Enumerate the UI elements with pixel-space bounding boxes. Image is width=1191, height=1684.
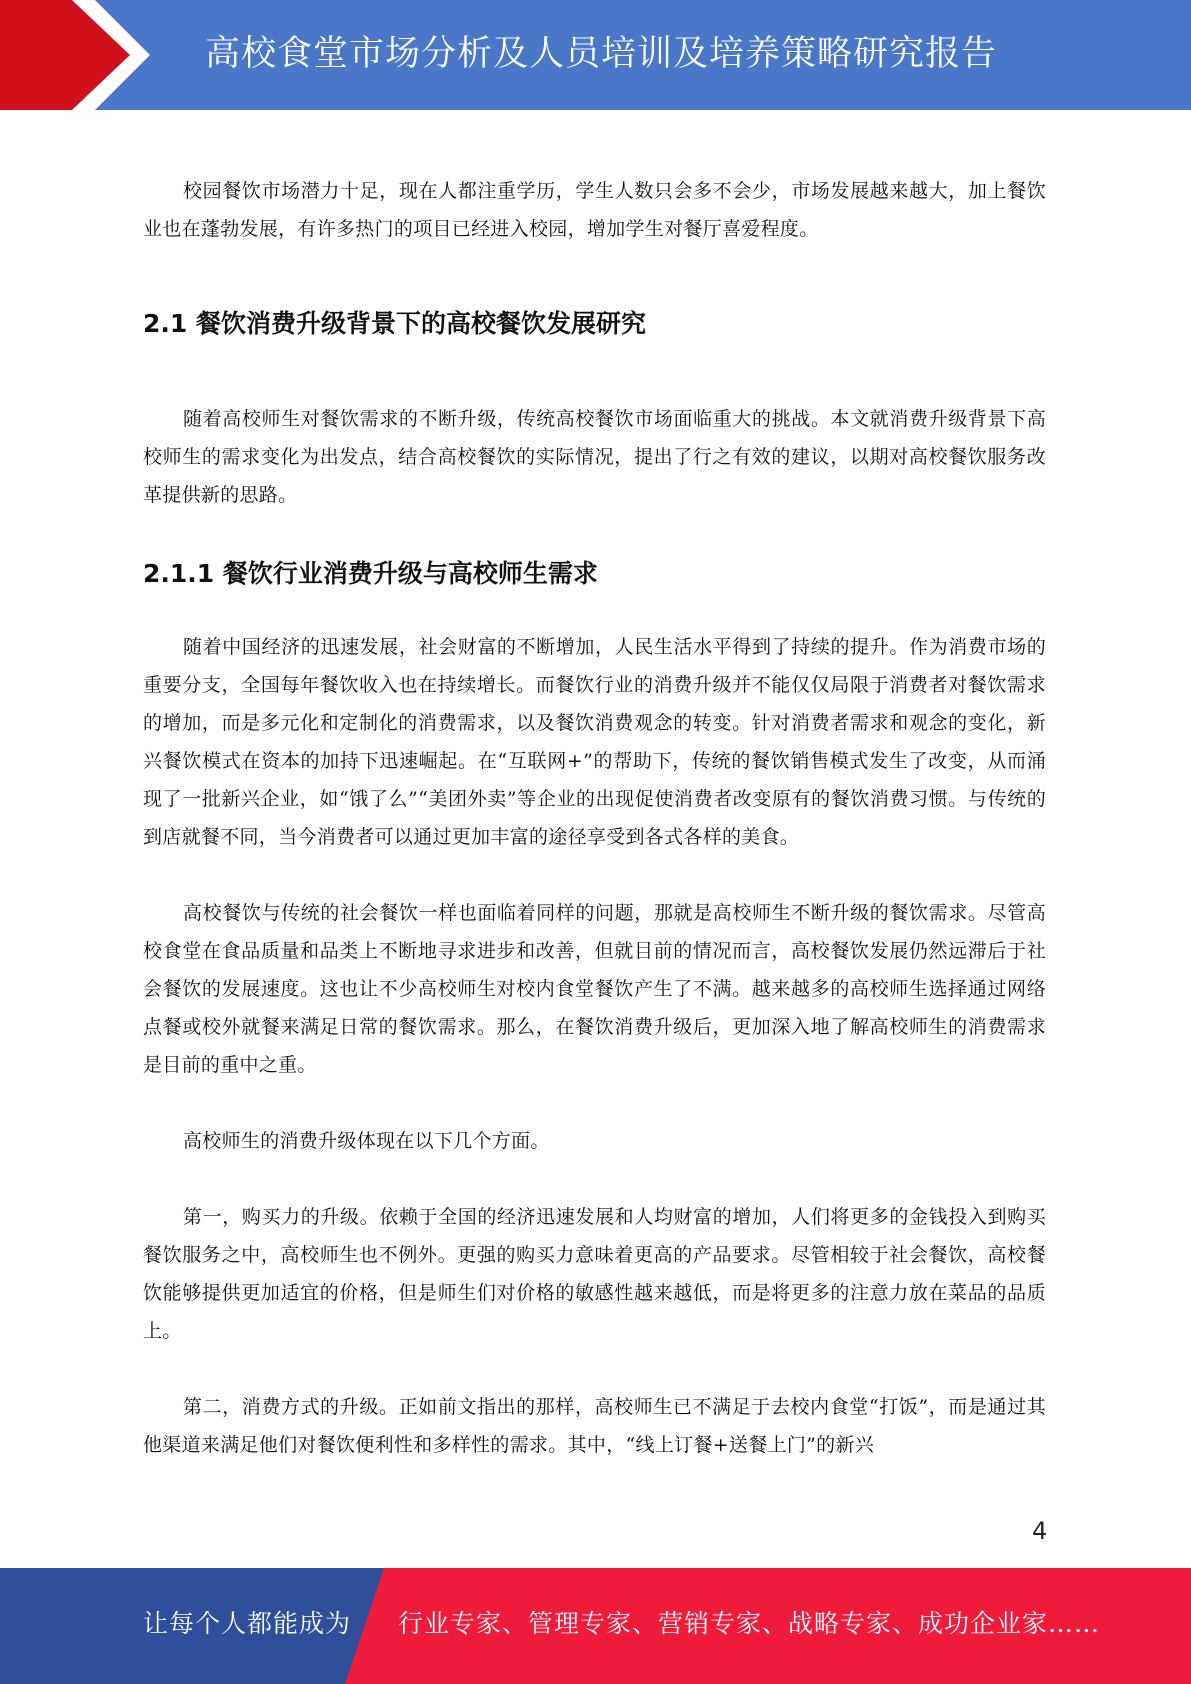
footer-slogan-right: 行业专家、管理专家、营销专家、战略专家、成功企业家…… bbox=[398, 1609, 1101, 1638]
page-number: 4 bbox=[1032, 1517, 1048, 1545]
section-heading-2-1: 2.1 餐饮消费升级背景下的高校餐饮发展研究 bbox=[143, 309, 646, 338]
footer-banner bbox=[0, 1568, 1191, 1684]
section-2-1-paragraph: 随着高校师生对餐饮需求的不断升级，传统高校餐饮市场面临重大的挑战。本文就消费升级背景下高校师生的需求变化为出发点，结合高校餐饮的实际情况，提出了行之有效的建议，以期对高校餐饮服务改革提供新的思路。 bbox=[143, 408, 1046, 506]
paragraph-consumption-upgrade: 随着中国经济的迅速发展，社会财富的不断增加，人民生活水平得到了持续的提升。作为消费市场的重要分支，全国每年餐饮收入也在持续增长。而餐饮行业的消费升级并不能仅仅局限于消费者对餐饮需求的增加，而是多元化和定制化的消费需求，以及餐饮消费观念的转变。针对消费者需求和观念的变化，新兴餐饮模式在资本的加持下迅速崛起。在“互联网+”的帮助下，传统的餐饮销售模式发生了改变，从而涌现了一批新兴企业，如“饿了么”“美团外卖”等企业的出现促使消费者改变原有的餐饮消费习惯。与传统的到店就餐不同，当今消费者可以通过更加丰富的途径享受到各式各样的美食。 bbox=[143, 636, 1046, 848]
paragraph-aspects-intro: 高校师生的消费升级体现在以下几个方面。 bbox=[183, 1130, 550, 1152]
paragraph-consumption-method: 第二，消费方式的升级。正如前文指出的那样，高校师生已不满足于去校内食堂“打饭”，而是通过其他渠道来满足他们对餐饮便利性和多样性的需求。其中，“线上订餐+送餐上门”的新兴 bbox=[143, 1396, 1046, 1456]
intro-paragraph: 校园餐饮市场潜力十足，现在人都注重学历，学生人数只会多不会少，市场发展越来越大，加上餐饮业也在蓬勃发展，有许多热门的项目已经进入校园，增加学生对餐厅喜爱程度。 bbox=[143, 180, 1046, 240]
header-banner bbox=[0, 0, 1191, 110]
section-heading-2-1-1: 2.1.1 餐饮行业消费升级与高校师生需求 bbox=[143, 559, 598, 588]
paragraph-purchasing-power: 第一，购买力的升级。依赖于全国的经济迅速发展和人均财富的增加，人们将更多的金钱投入到购买餐饮服务之中，高校师生也不例外。更强的购买力意味着更高的产品要求。尽管相较于社会餐饮，高校餐饮能够提供更加适宜的价格，但是师生们对价格的敏感性越来越低，而是将更多的注意力放在菜品的品质上。 bbox=[143, 1206, 1046, 1342]
footer-slogan-left: 让每个人都能成为 bbox=[143, 1609, 352, 1638]
paragraph-university-catering: 高校餐饮与传统的社会餐饮一样也面临着同样的问题，那就是高校师生不断升级的餐饮需求。尽管高校食堂在食品质量和品类上不断地寻求进步和改善，但就目前的情况而言，高校餐饮发展仍然远滞后于社会餐饮的发展速度。这也让不少高校师生对校内食堂餐饮产生了不满。越来越多的高校师生选择通过网络点餐或校外就餐来满足日常的餐饮需求。那么，在餐饮消费升级后，更加深入地了解高校师生的消费需求是目前的重中之重。 bbox=[143, 902, 1046, 1076]
document-body bbox=[143, 172, 1046, 1464]
report-title: 高校食堂市场分析及人员培训及培养策略研究报告 bbox=[205, 34, 998, 74]
